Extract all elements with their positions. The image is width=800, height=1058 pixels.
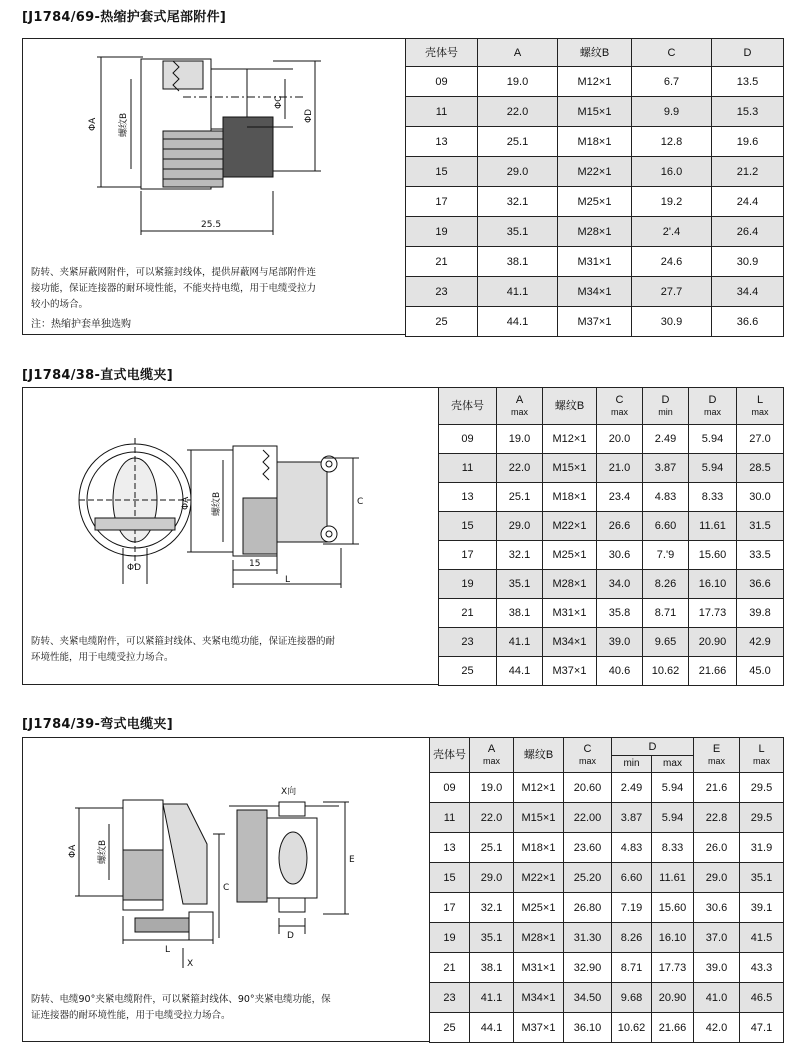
table-cell: 25 xyxy=(406,307,478,337)
table-cell: 41.1 xyxy=(497,628,543,657)
column-header-label: 螺纹B xyxy=(523,749,554,761)
table-cell: 2.49 xyxy=(643,425,689,454)
table-cell: 29.0 xyxy=(478,157,558,187)
table-cell: 19.0 xyxy=(478,67,558,97)
column-header-sub: max xyxy=(578,756,596,766)
table-cell: 13.5 xyxy=(712,67,784,97)
table-cell: 21.0 xyxy=(597,454,643,483)
description-line: 较小的场合。 xyxy=(31,299,89,310)
table-cell: M28×1 xyxy=(543,570,597,599)
column-header-label: C xyxy=(667,46,676,59)
table-row xyxy=(430,1013,784,1043)
table-cell: 11 xyxy=(430,803,470,833)
table-cell: 32.1 xyxy=(470,893,514,923)
column-header-label: L xyxy=(758,743,765,755)
table-cell: 38.1 xyxy=(478,247,558,277)
table-cell: 9.68 xyxy=(612,983,652,1013)
column-header-label: C xyxy=(615,394,624,406)
table-cell: 31.5 xyxy=(737,512,784,541)
table-cell: 29.0 xyxy=(694,863,740,893)
table-cell: 44.1 xyxy=(470,1013,514,1043)
table-cell: 38.1 xyxy=(470,953,514,983)
section-3-title: [J1784/39-弯式电缆夹] xyxy=(22,717,173,732)
table-cell: 34.0 xyxy=(597,570,643,599)
dim-thread-b: 螺纹B xyxy=(212,491,222,516)
table-cell: 44.1 xyxy=(478,307,558,337)
table-row xyxy=(430,863,784,893)
table-cell: M15×1 xyxy=(543,454,597,483)
table-cell: 20.0 xyxy=(597,425,643,454)
description-line: 接功能，保证连接器的耐环境性能，不能夹持电缆，用于电缆受拉力 xyxy=(31,283,317,294)
x-view-label: X xyxy=(187,959,194,969)
table-cell: 3.87 xyxy=(612,803,652,833)
table-cell: M25×1 xyxy=(543,541,597,570)
column-header-label: L xyxy=(756,394,764,406)
table-cell: 25.1 xyxy=(497,483,543,512)
table-cell: 11 xyxy=(439,454,497,483)
table-row xyxy=(406,217,784,247)
table-cell: M28×1 xyxy=(558,217,632,247)
description-line: 防转、夹紧屏蔽网附件，可以紧箍封线体，提供屏蔽网与尾部附件连 xyxy=(31,267,317,278)
column-header xyxy=(643,388,689,425)
x-direction-label: X向 xyxy=(281,787,297,797)
table-cell: 25.20 xyxy=(564,863,612,893)
dim-thread-b: 螺纹B xyxy=(119,112,129,137)
table-cell: 23.60 xyxy=(564,833,612,863)
table-cell: 13 xyxy=(406,127,478,157)
table-cell: 19.0 xyxy=(470,773,514,803)
table-cell: 36.6 xyxy=(737,570,784,599)
table-cell: 19 xyxy=(430,923,470,953)
table-row xyxy=(406,157,784,187)
column-header xyxy=(694,738,740,773)
column-header xyxy=(514,738,564,773)
section-2-description xyxy=(31,634,335,666)
table-cell: 35.1 xyxy=(470,923,514,953)
column-header xyxy=(543,388,597,425)
column-header-label: A xyxy=(515,394,524,406)
column-header xyxy=(632,39,712,67)
column-header xyxy=(406,39,478,67)
section-1-description xyxy=(31,265,316,313)
table-cell: 22.0 xyxy=(497,454,543,483)
table-cell: 8.33 xyxy=(689,483,737,512)
table-cell: M31×1 xyxy=(514,953,564,983)
table-cell: M12×1 xyxy=(558,67,632,97)
table-cell: 09 xyxy=(406,67,478,97)
table-cell: 21 xyxy=(439,599,497,628)
table-cell: 5.94 xyxy=(652,803,694,833)
table-cell: 24.4 xyxy=(712,187,784,217)
table-cell: M31×1 xyxy=(558,247,632,277)
column-group-header-d: D xyxy=(612,738,694,756)
column-header-sub: max xyxy=(707,756,725,766)
section-1-spec-table xyxy=(405,38,784,337)
table-header-row xyxy=(406,39,784,67)
table-cell: 15.60 xyxy=(652,893,694,923)
table-cell: 15.60 xyxy=(689,541,737,570)
column-header-label: A xyxy=(513,46,522,59)
column-header-label: 壳体号 xyxy=(451,400,484,412)
table-cell: 29.0 xyxy=(470,863,514,893)
description-line: 证连接器的耐环境性能，用于电缆受拉力场合。 xyxy=(31,1010,231,1021)
section-2-spec-table xyxy=(438,387,784,686)
table-cell: 27.7 xyxy=(632,277,712,307)
table-cell: 17.73 xyxy=(652,953,694,983)
table-cell: 5.94 xyxy=(689,454,737,483)
table-cell: 8.33 xyxy=(652,833,694,863)
table-cell: M22×1 xyxy=(558,157,632,187)
table-cell: M12×1 xyxy=(514,773,564,803)
table-cell: 10.62 xyxy=(643,657,689,686)
dim-15: 15 xyxy=(249,559,261,569)
table-cell: M34×1 xyxy=(558,277,632,307)
table-cell: M22×1 xyxy=(514,863,564,893)
table-cell: 29.5 xyxy=(740,773,784,803)
table-header-row xyxy=(430,738,784,756)
table-cell: 19.2 xyxy=(632,187,712,217)
table-cell: 11.61 xyxy=(689,512,737,541)
description-line: 环境性能，用于电缆受拉力场合。 xyxy=(31,652,174,663)
table-cell: 41.1 xyxy=(478,277,558,307)
table-cell: 6.60 xyxy=(612,863,652,893)
column-header xyxy=(564,738,612,773)
table-cell: 15 xyxy=(406,157,478,187)
table-cell: M37×1 xyxy=(514,1013,564,1043)
table-cell: 41.0 xyxy=(694,983,740,1013)
table-cell: 10.62 xyxy=(612,1013,652,1043)
column-header-label: 螺纹B xyxy=(554,400,585,412)
column-header xyxy=(497,388,543,425)
table-cell: 47.1 xyxy=(740,1013,784,1043)
table-cell: M28×1 xyxy=(514,923,564,953)
column-header-label: A xyxy=(487,743,496,755)
column-header xyxy=(558,39,632,67)
table-cell: M25×1 xyxy=(514,893,564,923)
table-row xyxy=(406,307,784,337)
table-cell: 23.4 xyxy=(597,483,643,512)
table-cell: 15.3 xyxy=(712,97,784,127)
table-cell: 34.50 xyxy=(564,983,612,1013)
table-cell: 7.'9 xyxy=(643,541,689,570)
dim-l: L xyxy=(285,575,291,585)
table-row xyxy=(406,187,784,217)
table-cell: 26.4 xyxy=(712,217,784,247)
table-row xyxy=(406,127,784,157)
column-header-label: 壳体号 xyxy=(425,46,458,59)
table-row xyxy=(439,628,784,657)
table-cell: 22.0 xyxy=(478,97,558,127)
table-cell: 17 xyxy=(406,187,478,217)
table-cell: 8.26 xyxy=(643,570,689,599)
column-header-label: 壳体号 xyxy=(433,749,466,761)
table-cell: M22×1 xyxy=(543,512,597,541)
table-cell: M18×1 xyxy=(514,833,564,863)
table-cell: M15×1 xyxy=(514,803,564,833)
table-row xyxy=(406,97,784,127)
table-cell: 35.1 xyxy=(740,863,784,893)
table-row xyxy=(430,803,784,833)
table-cell: 13 xyxy=(439,483,497,512)
table-cell: 8.71 xyxy=(612,953,652,983)
table-cell: 36.6 xyxy=(712,307,784,337)
column-header-label: 螺纹B xyxy=(579,46,610,59)
column-header-sub: max xyxy=(510,407,528,417)
table-cell: 16.10 xyxy=(652,923,694,953)
column-header-sub: max xyxy=(752,756,770,766)
section-3-panel xyxy=(22,737,784,1042)
column-header-sub: max xyxy=(751,407,769,417)
table-cell: 39.0 xyxy=(694,953,740,983)
table-cell: 26.6 xyxy=(597,512,643,541)
table-cell: 31.9 xyxy=(740,833,784,863)
table-cell: 7.19 xyxy=(612,893,652,923)
table-cell: 20.90 xyxy=(689,628,737,657)
table-row xyxy=(439,425,784,454)
table-cell: 6.7 xyxy=(632,67,712,97)
table-cell: 09 xyxy=(439,425,497,454)
table-cell: 36.10 xyxy=(564,1013,612,1043)
table-cell: M37×1 xyxy=(558,307,632,337)
table-cell: 23 xyxy=(439,628,497,657)
table-cell: 09 xyxy=(430,773,470,803)
table-cell: 4.83 xyxy=(643,483,689,512)
section-3-spec-table xyxy=(429,737,784,1043)
dim-d: D xyxy=(287,931,294,941)
table-cell: 21.2 xyxy=(712,157,784,187)
column-header-label: D xyxy=(708,394,717,406)
table-cell: 16.10 xyxy=(689,570,737,599)
table-cell: 42.0 xyxy=(694,1013,740,1043)
table-cell: 45.0 xyxy=(737,657,784,686)
description-line: 防转、夹紧电缆附件，可以紧箍封线体、夹紧电缆功能，保证连接器的耐 xyxy=(31,636,336,647)
table-cell: 29.5 xyxy=(740,803,784,833)
table-cell: 30.6 xyxy=(694,893,740,923)
column-subheader: min xyxy=(612,756,652,773)
table-row xyxy=(406,67,784,97)
table-cell: 30.0 xyxy=(737,483,784,512)
table-cell: 30.9 xyxy=(632,307,712,337)
column-header-label: E xyxy=(712,743,721,755)
table-cell: 41.5 xyxy=(740,923,784,953)
section-3-description xyxy=(31,992,331,1024)
dim-c: C xyxy=(223,883,230,893)
table-cell: 20.90 xyxy=(652,983,694,1013)
table-row xyxy=(430,923,784,953)
table-row xyxy=(439,599,784,628)
column-header xyxy=(478,39,558,67)
column-header-sub: max xyxy=(703,407,721,417)
column-header-label: C xyxy=(583,743,592,755)
table-cell: 41.1 xyxy=(470,983,514,1013)
table-cell: 21.6 xyxy=(694,773,740,803)
column-header xyxy=(712,39,784,67)
table-row xyxy=(439,512,784,541)
table-cell: 22.8 xyxy=(694,803,740,833)
table-cell: 21.66 xyxy=(689,657,737,686)
table-cell: 35.1 xyxy=(478,217,558,247)
dim-l: L xyxy=(165,945,171,955)
dim-c: C xyxy=(357,497,364,507)
table-cell: 35.8 xyxy=(597,599,643,628)
table-cell: 12.8 xyxy=(632,127,712,157)
table-row xyxy=(406,247,784,277)
description-line: 防转、电缆90°夹紧电缆附件，可以紧箍封线体、90°夹紧电缆功能，保 xyxy=(31,994,331,1005)
table-cell: M37×1 xyxy=(543,657,597,686)
table-cell: 23 xyxy=(406,277,478,307)
section-1-note: 注：热缩护套单独选购 xyxy=(31,319,131,330)
column-header xyxy=(430,738,470,773)
table-cell: 5.94 xyxy=(689,425,737,454)
table-cell: 11.61 xyxy=(652,863,694,893)
table-cell: 4.83 xyxy=(612,833,652,863)
section-2-title: [J1784/38-直式电缆夹] xyxy=(22,368,173,383)
column-header xyxy=(597,388,643,425)
table-row xyxy=(439,657,784,686)
table-row xyxy=(430,833,784,863)
table-cell: M25×1 xyxy=(558,187,632,217)
table-cell: 44.1 xyxy=(497,657,543,686)
table-cell: M18×1 xyxy=(558,127,632,157)
dim-phi-d: ΦD xyxy=(304,108,314,123)
table-row xyxy=(439,541,784,570)
table-cell: 9.65 xyxy=(643,628,689,657)
table-cell: 33.5 xyxy=(737,541,784,570)
section-1-title: [J1784/69-热缩护套式尾部附件] xyxy=(22,10,227,25)
table-cell: 25.1 xyxy=(478,127,558,157)
table-cell: 32.1 xyxy=(497,541,543,570)
table-row xyxy=(439,454,784,483)
table-cell: 34.4 xyxy=(712,277,784,307)
table-cell: 37.0 xyxy=(694,923,740,953)
table-cell: 19.6 xyxy=(712,127,784,157)
table-cell: 16.0 xyxy=(632,157,712,187)
table-cell: 26.0 xyxy=(694,833,740,863)
table-cell: 38.1 xyxy=(497,599,543,628)
table-cell: 43.3 xyxy=(740,953,784,983)
table-cell: 2.49 xyxy=(612,773,652,803)
table-cell: 25.1 xyxy=(470,833,514,863)
table-cell: 3.87 xyxy=(643,454,689,483)
table-cell: M18×1 xyxy=(543,483,597,512)
table-cell: 8.26 xyxy=(612,923,652,953)
table-cell: 17 xyxy=(439,541,497,570)
table-cell: 30.9 xyxy=(712,247,784,277)
dim-thread-b: 螺纹B xyxy=(98,839,108,864)
table-row xyxy=(430,773,784,803)
table-cell: 20.60 xyxy=(564,773,612,803)
table-cell: 15 xyxy=(430,863,470,893)
table-cell: 13 xyxy=(430,833,470,863)
table-cell: M34×1 xyxy=(543,628,597,657)
dim-length: 25.5 xyxy=(201,220,222,230)
table-header-row xyxy=(439,388,784,425)
column-header-sub: max xyxy=(482,756,500,766)
table-cell: 32.1 xyxy=(478,187,558,217)
table-cell: 26.80 xyxy=(564,893,612,923)
dim-phi-c: ΦC xyxy=(274,95,284,109)
column-header xyxy=(740,738,784,773)
table-cell: 6.60 xyxy=(643,512,689,541)
table-cell: 11 xyxy=(406,97,478,127)
column-header xyxy=(470,738,514,773)
table-cell: 21 xyxy=(430,953,470,983)
section-2-panel xyxy=(22,387,784,685)
column-subheader: max xyxy=(652,756,694,773)
table-cell: 19 xyxy=(439,570,497,599)
table-cell: M34×1 xyxy=(514,983,564,1013)
table-row xyxy=(439,483,784,512)
table-cell: 9.9 xyxy=(632,97,712,127)
column-header-sub: min xyxy=(658,407,673,417)
dim-phi-a: ΦA xyxy=(88,117,98,131)
table-cell: 30.6 xyxy=(597,541,643,570)
dim-phi-d: ΦD xyxy=(127,563,142,573)
table-cell: 40.6 xyxy=(597,657,643,686)
column-header-label: D xyxy=(661,394,670,406)
table-cell: 23 xyxy=(430,983,470,1013)
table-cell: 35.1 xyxy=(497,570,543,599)
table-row xyxy=(406,277,784,307)
table-cell: 27.0 xyxy=(737,425,784,454)
table-cell: 19.0 xyxy=(497,425,543,454)
table-cell: 25 xyxy=(430,1013,470,1043)
column-header xyxy=(689,388,737,425)
column-header-sub: max xyxy=(610,407,628,417)
table-cell: 28.5 xyxy=(737,454,784,483)
table-cell: 15 xyxy=(439,512,497,541)
table-cell: 5.94 xyxy=(652,773,694,803)
table-cell: 24.6 xyxy=(632,247,712,277)
table-cell: 21.66 xyxy=(652,1013,694,1043)
table-row xyxy=(439,570,784,599)
table-cell: 8.71 xyxy=(643,599,689,628)
section-1-panel xyxy=(22,38,784,335)
dim-phi-a: ΦA xyxy=(68,844,78,858)
table-cell: 39.1 xyxy=(740,893,784,923)
column-header-label: D xyxy=(743,46,752,59)
dim-e: E xyxy=(349,855,355,865)
table-cell: 32.90 xyxy=(564,953,612,983)
dim-phi-a: ΦA xyxy=(181,496,191,510)
table-cell: M12×1 xyxy=(543,425,597,454)
table-row xyxy=(430,983,784,1013)
table-cell: 25 xyxy=(439,657,497,686)
table-cell: 2'.4 xyxy=(632,217,712,247)
table-cell: 39.0 xyxy=(597,628,643,657)
table-cell: 21 xyxy=(406,247,478,277)
column-header xyxy=(439,388,497,425)
table-cell: 17.73 xyxy=(689,599,737,628)
table-cell: 19 xyxy=(406,217,478,247)
table-cell: M15×1 xyxy=(558,97,632,127)
table-cell: 39.8 xyxy=(737,599,784,628)
table-row xyxy=(430,953,784,983)
table-cell: 17 xyxy=(430,893,470,923)
table-cell: 29.0 xyxy=(497,512,543,541)
column-header xyxy=(737,388,784,425)
table-row xyxy=(430,893,784,923)
table-cell: M31×1 xyxy=(543,599,597,628)
table-cell: 22.00 xyxy=(564,803,612,833)
table-cell: 46.5 xyxy=(740,983,784,1013)
table-cell: 31.30 xyxy=(564,923,612,953)
table-cell: 42.9 xyxy=(737,628,784,657)
table-cell: 22.0 xyxy=(470,803,514,833)
